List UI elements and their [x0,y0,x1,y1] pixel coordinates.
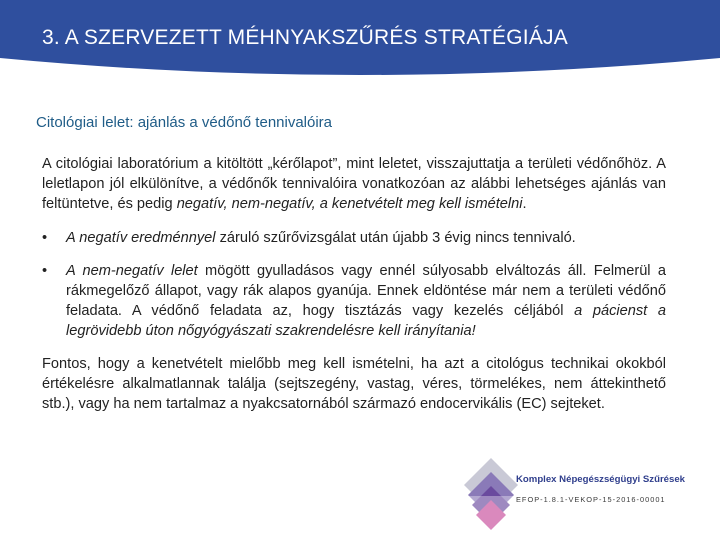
logo-title: Komplex Népegészségügyi Szűrések [516,474,686,485]
section-subtitle: Citológiai lelet: ajánlás a védőnő tennivalóira [36,114,333,131]
body-content [42,154,666,414]
bullet-text: záruló szűrővizsgálat után újabb 3 évig nincs tennivaló. [215,230,576,246]
intro-paragraph [42,154,666,214]
logo-project-code: EFOP-1.8.1-VEKOP-15-2016-00001 [516,495,666,504]
closing-paragraph: Fontos, hogy a kenetvételt mielőbb meg kell ismételni, ha azt a citológus technikai okokból értékelésre alkalmatlannak találja (sejtszegény, vastag, véres, törmelékes, nem áttekinthető stb.), vagy ha nem tartalmaz a nyakcsatornából származó endocervikális (EC) sejteket. [42,356,666,412]
bullet-italic-end: a pácienst a legrövidebb úton nőgyógyászati szakrendelésre kell irányítania! [66,303,666,339]
bullet-marker: • [42,230,48,246]
bullet-italic-start: A negatív eredménnyel [66,230,216,246]
recommendation-list [42,228,666,341]
list-item [42,228,666,248]
list-item [42,261,666,341]
header-banner [0,0,720,82]
bullet-text: mögött gyulladásos vagy ennél súlyosabb elváltozás áll. Felmerül a rákmegelőző állapot, vagy rák alapos gyanúja. Ennek eldöntése már nem a területi védőnő feladata. A védőnő feladata az, hogy tisztázás vagy kezelés céljából [66,263,666,319]
intro-text: A citológiai laboratórium a kitöltött „kérőlapot”, mint leletet, visszajuttatja a területi védőnőhöz. A leletlapon jól elkülönítve, a védőnők tennivalóira vonatkozóan az alábbi lehetséges ajánlás van feltüntetve, és pedig [42,156,666,212]
intro-end: . [522,196,527,212]
page-title: 3. A SZERVEZETT MÉHNYAKSZŰRÉS STRATÉGIÁJA [42,26,568,49]
bullet-marker: • [42,263,48,279]
intro-italic: negatív, nem-negatív, a kenetvételt meg kell ismételni [176,196,523,212]
bullet-italic-start: A nem-negatív lelet [66,263,198,279]
